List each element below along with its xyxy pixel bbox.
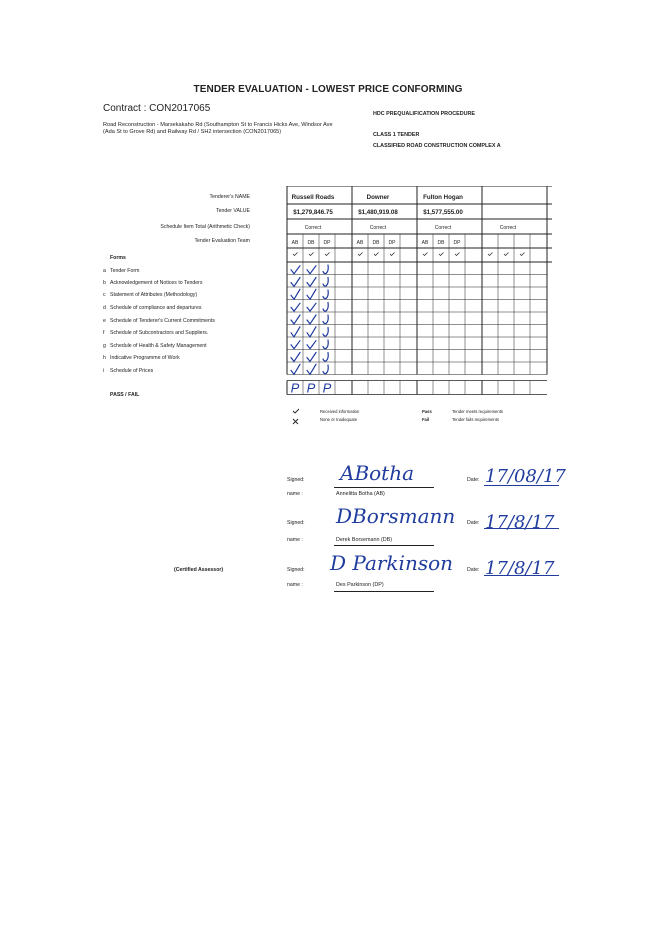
pass-mark: P (322, 380, 332, 396)
handwritten-tick-icon (323, 328, 328, 337)
handwritten-tick-icon (323, 278, 328, 287)
handwritten-tick-icon (307, 266, 316, 274)
handwritten-tick-icon (323, 290, 328, 299)
form-item (103, 305, 201, 311)
form-label: Indicative Programme of Work (110, 355, 180, 361)
form-label: Statement of Attributes (Methodology) (110, 292, 198, 298)
form-label: Schedule of Subcontractors and Suppliers. (110, 330, 209, 336)
tick-icon (390, 253, 395, 256)
form-label: Tender Form (110, 268, 140, 274)
handwritten-tick-icon (307, 289, 316, 299)
label-schedule-total: Schedule Item Total (Arithmetic Check) (160, 224, 250, 230)
legend-tick-icon (293, 409, 299, 413)
tick-icon (358, 253, 363, 256)
evaluation-grid (280, 186, 560, 408)
date-label: Date: (467, 567, 480, 573)
signature-line (334, 591, 434, 592)
signature: D Parkinson (330, 551, 454, 575)
form-label: Acknowledgement of Notices to Tenders (110, 280, 203, 286)
project-line-1: Road Reconstruction - Marsekakaho Rd (Southampton St to Francis Hicks Ave, Windsor Ave (103, 122, 333, 128)
printed-name: Annelitta Botha (AB) (336, 491, 385, 497)
label-pass-fail: PASS / FAIL (110, 392, 140, 398)
legend-fail-label: Fail (422, 417, 430, 422)
handwritten-tick-icon (307, 353, 316, 362)
handwritten-date: 17/8/17 (485, 512, 555, 533)
tick-icon (488, 253, 493, 256)
tender-value: $1,577,555.00 (423, 209, 463, 216)
tick-icon (423, 253, 428, 256)
label-evaluation-team: Tender Evaluation Team (194, 238, 250, 244)
team-code: DP (453, 240, 461, 246)
legend-cross-icon (293, 419, 298, 424)
form-letter: a (103, 268, 106, 274)
form-letter: c (103, 292, 106, 298)
tick-icon (325, 253, 330, 256)
name-label: name : (287, 537, 303, 543)
handwritten-tick-icon (291, 303, 300, 311)
tick-icon (309, 253, 314, 256)
form-item (103, 292, 197, 298)
form-letter: b (103, 280, 106, 286)
form-label: Schedule of compliance and departures (110, 305, 202, 311)
handwritten-date: 17/8/17 (485, 558, 555, 579)
handwritten-tick-icon (307, 278, 316, 287)
tick-icon (504, 253, 509, 256)
handwritten-tick-icon (323, 365, 328, 374)
signature-line (334, 487, 434, 488)
handwritten-tick-icon (323, 265, 328, 274)
handwritten-tick-icon (291, 266, 300, 274)
date-label: Date: (467, 477, 480, 483)
handwritten-tick-icon (307, 341, 316, 349)
signature-line (334, 545, 434, 546)
handwritten-tick-icon (291, 289, 300, 299)
handwritten-tick-icon (323, 315, 328, 324)
legend-pass-label: Pass (422, 409, 432, 414)
handwritten-tick-icon (307, 315, 316, 324)
printed-name: Des Parkinson (DP) (336, 582, 384, 588)
form-letter: e (103, 318, 106, 324)
contract-number: Contract : CON2017065 (103, 103, 211, 114)
legend-cross-text: None or Inadequate (320, 417, 358, 422)
form-item (103, 355, 180, 361)
form-item (103, 268, 139, 274)
printed-name: Derek Borsemann (DB) (336, 537, 393, 543)
label-tenderer-name: Tenderer's NAME (209, 194, 250, 200)
handwritten-tick-icon (307, 303, 316, 311)
tender-value: $1,279,846.75 (293, 209, 333, 216)
form-item (103, 280, 202, 286)
team-code: DP (323, 240, 331, 246)
team-code: DB (307, 240, 315, 246)
tenderer-name: Fulton Hogan (423, 194, 463, 201)
tick-icon (439, 253, 444, 256)
legend-tick-text: Received information (320, 409, 360, 414)
form-letter: d (103, 305, 106, 311)
handwritten-tick-icon (307, 364, 316, 374)
tender-class: CLASS 1 TENDER (373, 132, 420, 138)
handwritten-date: 17/08/17 (485, 466, 566, 487)
arithmetic-check: Correct (499, 225, 517, 231)
tenderer-name: Russell Roads (291, 194, 335, 201)
grid-lines (287, 186, 552, 395)
handwritten-tick-icon (291, 353, 300, 362)
page-title: TENDER EVALUATION - LOWEST PRICE CONFORMING (193, 84, 463, 95)
grid-marks (291, 253, 525, 396)
team-code: AB (356, 240, 364, 246)
tenderer-name: Downer (366, 194, 390, 201)
form-item (103, 330, 208, 336)
handwritten-tick-icon (323, 303, 328, 312)
signature: DBorsmann (336, 504, 456, 528)
form-letter: f (103, 330, 105, 336)
handwritten-tick-icon (291, 327, 300, 337)
tender-value: $1,480,919.08 (358, 209, 398, 216)
form-letter: h (103, 355, 106, 361)
date-underline (484, 528, 559, 529)
form-item (103, 368, 153, 374)
team-code: DB (437, 240, 445, 246)
signature: ABotha (340, 461, 415, 485)
tender-classification: CLASSIFIED ROAD CONSTRUCTION COMPLEX A (373, 143, 501, 149)
arithmetic-check: Correct (434, 225, 452, 231)
date-underline (484, 485, 559, 486)
form-item (103, 318, 215, 324)
team-code: DB (372, 240, 380, 246)
pass-mark: P (290, 380, 300, 396)
date-label: Date: (467, 520, 480, 526)
team-code: AB (291, 240, 299, 246)
grid-text (292, 194, 517, 246)
certified-assessor-label: (Certified Assessor) (174, 567, 224, 573)
form-letter: i (103, 368, 105, 374)
signed-label: Signed: (287, 520, 305, 526)
project-description (103, 122, 333, 136)
signed-label: Signed: (287, 477, 305, 483)
tick-icon (293, 253, 298, 256)
label-forms: Forms (110, 255, 126, 261)
date-underline (484, 575, 559, 576)
form-label: Schedule of Tenderer's Current Commitments (110, 318, 215, 324)
project-line-2: (Ada St to Grove Rd) and Railway Rd / SH2 intersection (CON2017065) (103, 129, 282, 135)
handwritten-tick-icon (291, 341, 300, 349)
form-label: Schedule of Health & Safety Management (110, 343, 207, 349)
arithmetic-check: Correct (369, 225, 387, 231)
team-code: AB (421, 240, 429, 246)
handwritten-tick-icon (323, 340, 328, 349)
handwritten-tick-icon (291, 278, 300, 287)
tick-icon (374, 253, 379, 256)
name-label: name : (287, 491, 303, 497)
legend-pass-text: Tender meets requirements (452, 409, 503, 414)
signed-label: Signed: (287, 567, 305, 573)
label-tender-value: Tender VALUE (216, 208, 250, 214)
handwritten-tick-icon (291, 364, 300, 374)
team-code: DP (388, 240, 396, 246)
legend-fail-text: Tender fails requirements (452, 417, 500, 422)
handwritten-tick-icon (323, 353, 328, 362)
tick-icon (520, 253, 525, 256)
form-item (103, 343, 207, 349)
name-label: name : (287, 582, 303, 588)
tick-icon (455, 253, 460, 256)
handwritten-tick-icon (291, 315, 300, 324)
arithmetic-check: Correct (304, 225, 322, 231)
form-letter: g (103, 343, 106, 349)
handwritten-tick-icon (307, 327, 316, 337)
prequal-procedure: HDC PREQUALIFICATION PROCEDURE (373, 111, 476, 117)
form-label: Schedule of Prices (110, 368, 154, 374)
pass-mark: P (306, 380, 316, 396)
